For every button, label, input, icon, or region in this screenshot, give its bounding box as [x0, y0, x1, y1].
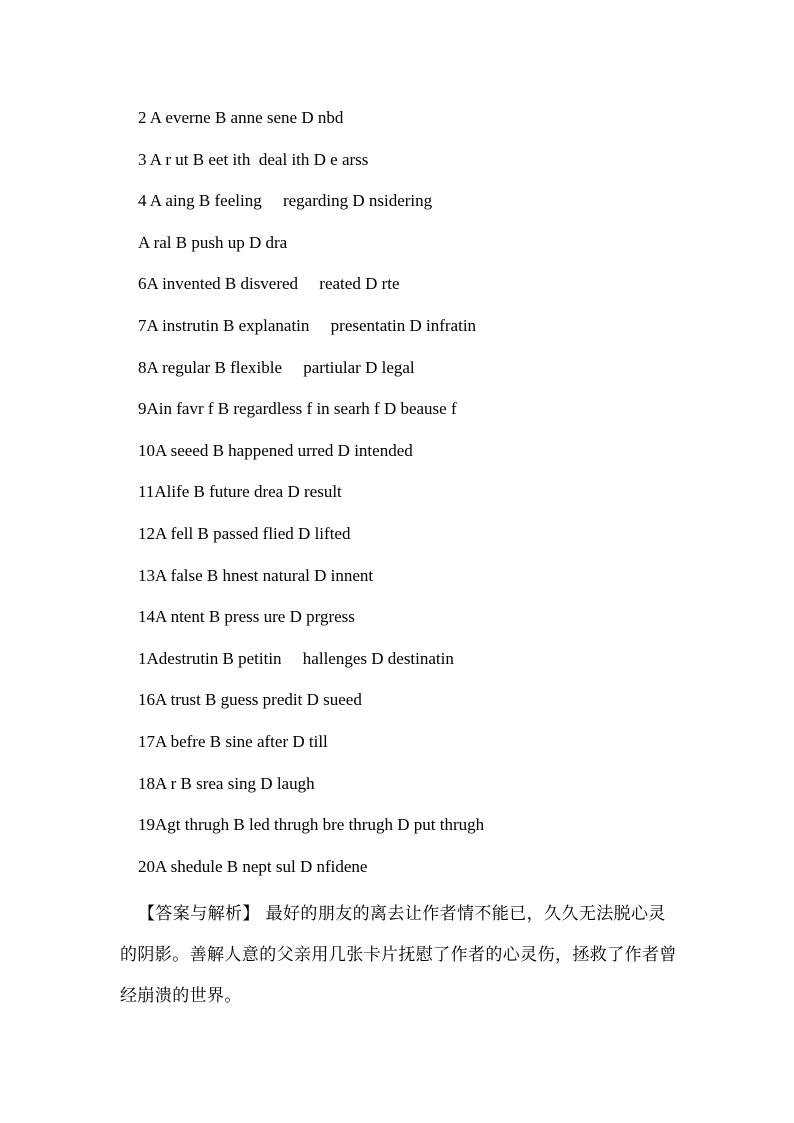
option-line: A ral B push up D dra [138, 232, 288, 252]
option-line: 20A shedule B nept sul D nfidene [138, 856, 368, 876]
option-line: 1Adestrutin B petitin hallenges D destinatin [138, 648, 454, 668]
answer-paragraph [120, 894, 680, 1017]
option-line: 4 A aing B feeling regarding D nsidering [138, 191, 433, 211]
option-line: 14A ntent B press ure D prgress [138, 607, 355, 627]
answer-section [120, 894, 680, 1017]
option-line: 12A fell B passed flied D lifted [138, 523, 351, 543]
option-list [138, 106, 738, 896]
option-line: 9Ain favr f B regardless f in searh f D beause f [138, 399, 457, 419]
option-line: 11Alife B future drea D result [138, 482, 342, 502]
option-line: 19Agt thrugh B led thrugh bre thrugh D put thrugh [138, 815, 485, 835]
option-line: 18A r B srea sing D laugh [138, 773, 315, 793]
option-line: 7A instrutin B explanatin presentatin D infratin [138, 315, 477, 335]
answer-heading: 【答案与解析】 [138, 904, 260, 924]
option-line: 3 A r ut B eet ith deal ith D e arss [138, 149, 369, 169]
option-line: 6A invented B disvered reated D rte [138, 274, 400, 294]
option-line: 10A seeed B happened urred D intended [138, 440, 413, 460]
answer-text: 最好的朋友的离去让作者情不能已，久久无法脱心灵的阴影。善解人意的父亲用几张卡片抚慰了作者的心灵伤，拯救了作者曾经崩溃的世界。 [120, 904, 677, 1006]
option-line: 8A regular B flexible partiular D legal [138, 357, 415, 377]
option-line: 16A trust B guess predit D sueed [138, 690, 362, 710]
option-line: 17A befre B sine after D till [138, 731, 328, 751]
option-line: 2 A everne B anne sene D nbd [138, 108, 344, 127]
option-line: 13A false B hnest natural D innent [138, 565, 374, 585]
